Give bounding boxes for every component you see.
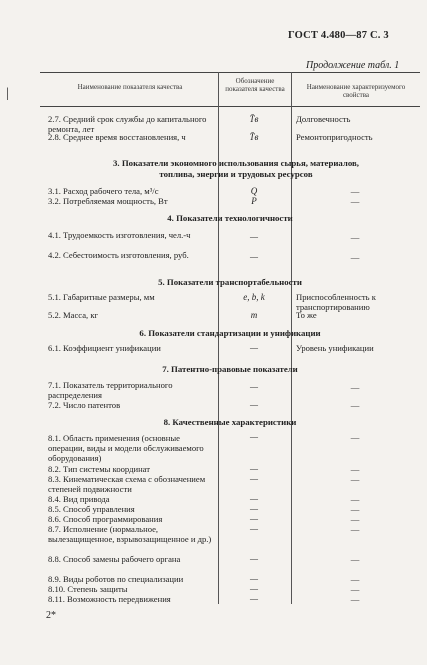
- row-8-6-symbol: —: [249, 514, 258, 524]
- section-3-title: 3. Показатели экономного использования сырья, материалов, топлива, энергии и трудовых ресурсов: [113, 158, 359, 179]
- row-8-4-name: 8.4. Вид привода: [48, 494, 110, 504]
- row-8-4-property: —: [350, 494, 360, 504]
- row-7-2-property: —: [350, 400, 360, 410]
- row-8-10-symbol: —: [249, 584, 258, 594]
- row-8-1-property: —: [350, 432, 360, 442]
- row-8-3-property: —: [350, 474, 360, 484]
- row-8-2-name: 8.2. Тип системы координат: [48, 464, 151, 474]
- row-4-2-property: —: [350, 252, 360, 262]
- row-8-1-symbol: —: [249, 432, 258, 442]
- table-top-rule: [40, 72, 420, 73]
- section-4-title: 4. Показатели технологичности: [167, 213, 293, 223]
- page-mark: 2*: [46, 610, 56, 621]
- row-8-2-symbol: —: [249, 464, 258, 474]
- row-4-1-name: 4.1. Трудоемкость изготовления, чел.-ч: [48, 230, 191, 240]
- row-8-8-name: 8.8. Способ замены рабочего органа: [48, 554, 181, 564]
- row-6-1-name: 6.1. Коэффициент унификации: [48, 343, 161, 353]
- row-8-3-name: 8.3. Кинематическая схема с обозначением степеней подвижности: [48, 474, 206, 494]
- row-7-1-symbol: —: [249, 382, 258, 392]
- row-5-1-symbol: e, b, k: [243, 292, 265, 302]
- row-8-6-name: 8.6. Способ программирования: [48, 514, 163, 524]
- row-3-2-property: —: [350, 196, 360, 206]
- row-5-1-property: Приспособленность к транспортированию: [296, 292, 376, 312]
- row-8-6-property: —: [350, 514, 360, 524]
- row-8-7-symbol: —: [249, 524, 258, 534]
- row-8-9-property: —: [350, 574, 360, 584]
- row-5-1-name: 5.1. Габаритные размеры, мм: [48, 292, 155, 302]
- row-8-11-symbol: —: [249, 594, 258, 604]
- margin-mark: |: [6, 86, 9, 101]
- row-8-8-property: —: [350, 554, 360, 564]
- section-5-title: 5. Показатели транспортабельности: [158, 277, 302, 287]
- row-3-1-property: —: [350, 186, 360, 196]
- row-3-1-name: 3.1. Расход рабочего тела, м³/с: [48, 186, 159, 196]
- row-8-9-name: 8.9. Виды роботов по специализации: [48, 574, 184, 584]
- row-8-10-name: 8.10. Степень защиты: [48, 584, 128, 594]
- row-8-10-property: —: [350, 584, 360, 594]
- row-8-4-symbol: —: [249, 494, 258, 504]
- row-8-11-name: 8.11. Возможность передвижения: [48, 594, 171, 604]
- section-6-title: 6. Показатели стандартизации и унификации: [139, 328, 321, 338]
- row-8-2-property: —: [350, 464, 360, 474]
- section-7-title: 7. Патентно-правовые показатели: [162, 364, 298, 374]
- col-header-property: Наименование характеризуемого свойства: [306, 83, 406, 99]
- row-5-2-symbol: m: [250, 310, 258, 320]
- row-6-1-symbol: —: [249, 343, 258, 353]
- row-8-3-symbol: —: [249, 474, 258, 484]
- row-2-8-name: 2.8. Среднее время восстановления, ч: [48, 132, 186, 142]
- col-header-name: Наименование показателя качества: [77, 83, 183, 91]
- continuation-label: Продолжение табл. 1: [306, 60, 400, 71]
- row-2-8-property: Ремонтопригодность: [296, 132, 373, 142]
- row-8-5-property: —: [350, 504, 360, 514]
- row-2-7-symbol: T̄в: [249, 114, 259, 124]
- row-8-7-name: 8.7. Исполнение (нормальное, вылезащищенное, взрывозащищенное и др.): [48, 524, 212, 544]
- col-header-symbol: Обозначение показателя качества: [225, 77, 285, 93]
- row-8-7-property: —: [350, 524, 360, 534]
- row-4-2-name: 4.2. Себестоимость изготовления, руб.: [48, 250, 189, 260]
- row-8-1-name: 8.1. Область применения (основные операции, виды и модели обслуживаемого оборудования): [48, 433, 204, 463]
- section-8-title: 8. Качественные характеристики: [163, 417, 297, 427]
- row-6-1-property: Уровень унификации: [296, 343, 374, 353]
- row-7-2-name: 7.2. Число патентов: [48, 400, 121, 410]
- row-5-2-property: То же: [296, 310, 317, 320]
- row-3-2-name: 3.2. Потребляемая мощность, Вт: [48, 196, 168, 206]
- row-8-11-property: —: [350, 594, 360, 604]
- row-2-7-name: 2.7. Средний срок службы до капитального ремонта, лет: [48, 114, 207, 134]
- row-7-2-symbol: —: [249, 400, 258, 410]
- table-header-rule: [40, 106, 420, 107]
- row-8-9-symbol: —: [249, 574, 258, 584]
- row-8-5-symbol: —: [249, 504, 258, 514]
- row-3-2-symbol: P: [251, 196, 257, 206]
- row-3-1-symbol: Q: [250, 186, 258, 196]
- row-8-5-name: 8.5. Способ управления: [48, 504, 135, 514]
- row-7-1-property: —: [350, 382, 360, 392]
- row-7-1-name: 7.1. Показатель территориального распределения: [48, 380, 173, 400]
- row-4-1-symbol: —: [249, 232, 258, 242]
- row-2-8-symbol: T̄в: [249, 132, 259, 142]
- standard-header: ГОСТ 4.480—87 С. 3: [288, 30, 389, 41]
- row-4-2-symbol: —: [249, 252, 258, 262]
- row-5-2-name: 5.2. Масса, кг: [48, 310, 99, 320]
- row-2-7-property: Долговечность: [296, 114, 351, 124]
- row-8-8-symbol: —: [249, 554, 258, 564]
- row-4-1-property: —: [350, 232, 360, 242]
